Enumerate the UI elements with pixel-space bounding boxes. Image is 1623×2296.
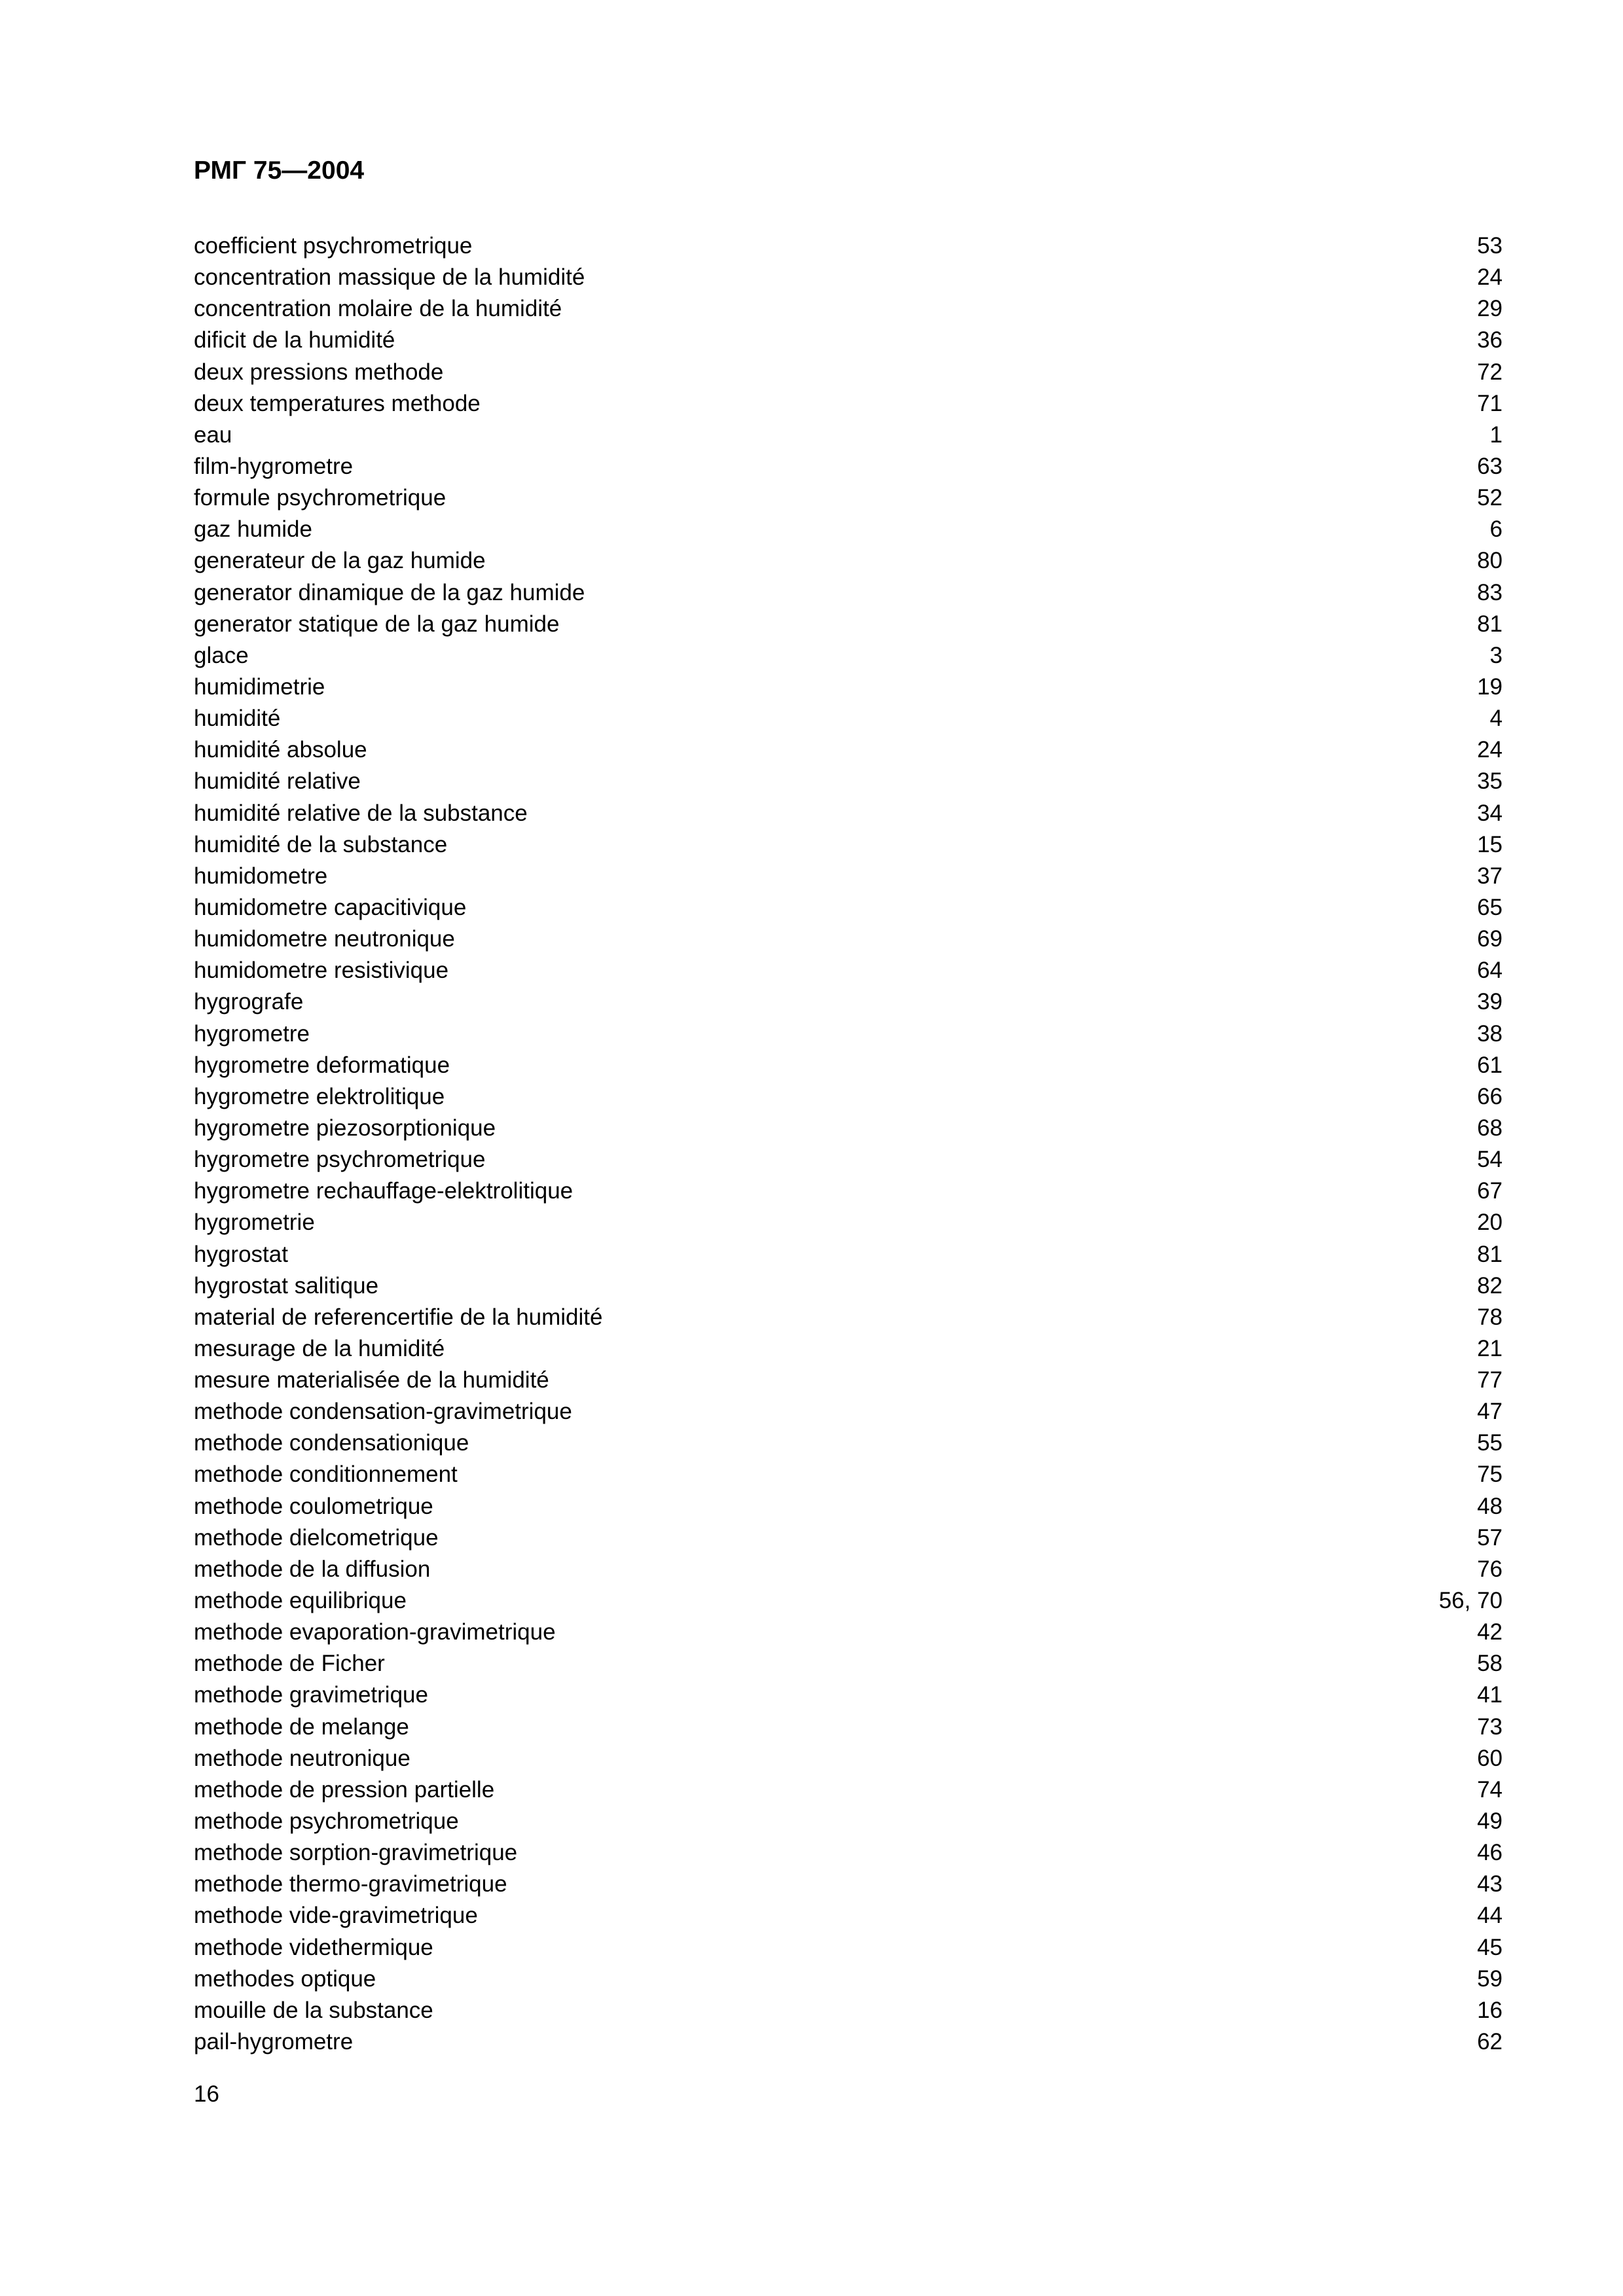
index-entry xyxy=(194,325,1503,356)
index-ref-number: 72 xyxy=(1477,359,1503,385)
index-ref-number: 69 xyxy=(1477,926,1503,952)
index-entry xyxy=(194,2026,1503,2058)
index-ref-number: 73 xyxy=(1477,1713,1503,1740)
index-term: humidité relative de la substance xyxy=(194,800,528,826)
index-entry xyxy=(194,1207,1503,1238)
index-term: hygrometre elektrolitique xyxy=(194,1083,445,1109)
index-entry xyxy=(194,1743,1503,1774)
index-entry xyxy=(194,388,1503,420)
index-term: generator dinamique de la gaz humide xyxy=(194,579,585,605)
index-ref-number: 49 xyxy=(1477,1808,1503,1835)
index-entry xyxy=(194,1648,1503,1679)
index-term: methode equilibrique xyxy=(194,1588,407,1614)
index-ref-number: 65 xyxy=(1477,894,1503,920)
index-entry xyxy=(194,1679,1503,1711)
index-ref-number: 61 xyxy=(1477,1052,1503,1078)
index-ref-number: 78 xyxy=(1477,1304,1503,1330)
index-term: methode vide-gravimetrique xyxy=(194,1903,478,1929)
index-entry xyxy=(194,451,1503,482)
index-entry xyxy=(194,798,1503,829)
index-entry xyxy=(194,1270,1503,1302)
index-entry xyxy=(194,1964,1503,1995)
index-term: dificit de la humidité xyxy=(194,327,395,353)
index-entry xyxy=(194,1995,1503,2026)
index-entry xyxy=(194,230,1503,262)
index-ref-number: 81 xyxy=(1477,1241,1503,1267)
index-term: hygrometre xyxy=(194,1020,310,1047)
page-number: 16 xyxy=(194,2081,219,2107)
index-term: film-hygrometre xyxy=(194,453,354,479)
index-term: methode dielcometrique xyxy=(194,1524,439,1551)
index-ref-number: 76 xyxy=(1477,1556,1503,1582)
index-ref-number: 77 xyxy=(1477,1367,1503,1393)
index-ref-number: 74 xyxy=(1477,1776,1503,1803)
index-term: methode videthermique xyxy=(194,1934,433,1960)
index-term: generateur de la gaz humide xyxy=(194,548,486,574)
index-ref-number: 20 xyxy=(1477,1210,1503,1236)
index-entry xyxy=(194,1396,1503,1427)
index-term: humidimetrie xyxy=(194,673,325,700)
index-entry xyxy=(194,1427,1503,1459)
index-ref-number: 43 xyxy=(1477,1871,1503,1897)
index-ref-number: 52 xyxy=(1477,485,1503,511)
index-entry xyxy=(194,1617,1503,1648)
index-term: mesurage de la humidité xyxy=(194,1335,445,1361)
index-term: generator statique de la gaz humide xyxy=(194,611,560,637)
index-ref-number: 44 xyxy=(1477,1903,1503,1929)
index-term: methode coulometrique xyxy=(194,1493,433,1519)
index-term: humidometre xyxy=(194,863,328,889)
index-term: methode de la diffusion xyxy=(194,1556,431,1582)
index-ref-number: 81 xyxy=(1477,611,1503,637)
index-ref-number: 16 xyxy=(1477,1997,1503,2023)
index-term: hygrometre deformatique xyxy=(194,1052,450,1078)
index-entry xyxy=(194,1050,1503,1081)
index-term: hygrostat xyxy=(194,1241,288,1267)
index-term: methode de Ficher xyxy=(194,1651,385,1677)
index-term: concentration massique de la humidité xyxy=(194,264,585,291)
index-entry xyxy=(194,293,1503,325)
index-ref-number: 83 xyxy=(1477,579,1503,605)
index-entry xyxy=(194,1459,1503,1490)
index-term: glace xyxy=(194,642,249,668)
index-entry xyxy=(194,577,1503,609)
index-term: methode evaporation-gravimetrique xyxy=(194,1619,556,1645)
index-entry xyxy=(194,1113,1503,1144)
index-ref-number: 19 xyxy=(1477,673,1503,700)
index-ref-number: 80 xyxy=(1477,548,1503,574)
index-ref-number: 35 xyxy=(1477,768,1503,795)
index-term: deux pressions methode xyxy=(194,359,444,385)
index-entry xyxy=(194,420,1503,451)
index-ref-number: 64 xyxy=(1477,958,1503,984)
index-term: concentration molaire de la humidité xyxy=(194,296,562,322)
index-term: hygrostat salitique xyxy=(194,1272,379,1299)
index-term: hygrometrie xyxy=(194,1210,315,1236)
index-ref-number: 58 xyxy=(1477,1651,1503,1677)
index-term: methode sorption-gravimetrique xyxy=(194,1840,518,1866)
index-ref-number: 75 xyxy=(1477,1462,1503,1488)
index-entry xyxy=(194,1712,1503,1743)
index-ref-number: 71 xyxy=(1477,390,1503,416)
index-ref-number: 29 xyxy=(1477,296,1503,322)
index-term: mesure materialisée de la humidité xyxy=(194,1367,549,1393)
document-header: РМГ 75—2004 xyxy=(194,156,365,185)
index-ref-number: 62 xyxy=(1477,2029,1503,2055)
index-entry xyxy=(194,1900,1503,1931)
index-entry xyxy=(194,734,1503,766)
index-entry xyxy=(194,1869,1503,1900)
index-term: gaz humide xyxy=(194,516,312,543)
index-ref-number: 15 xyxy=(1477,831,1503,857)
index-ref-number: 66 xyxy=(1477,1083,1503,1109)
index-entry xyxy=(194,1491,1503,1522)
index-ref-number: 54 xyxy=(1477,1147,1503,1173)
index-entry xyxy=(194,892,1503,924)
index-term: humidometre neutronique xyxy=(194,926,455,952)
index-ref-number: 21 xyxy=(1477,1335,1503,1361)
index-entry xyxy=(194,1302,1503,1333)
index-entry xyxy=(194,861,1503,892)
index-ref-number: 42 xyxy=(1477,1619,1503,1645)
index-entry xyxy=(194,1144,1503,1175)
index-term: hygrometre psychrometrique xyxy=(194,1147,486,1173)
index-entry xyxy=(194,766,1503,797)
index-entry xyxy=(194,609,1503,640)
index-ref-number: 47 xyxy=(1477,1399,1503,1425)
index-entry xyxy=(194,924,1503,955)
index-entry xyxy=(194,829,1503,861)
index-ref-number: 37 xyxy=(1477,863,1503,889)
index-ref-number: 68 xyxy=(1477,1115,1503,1141)
index-ref-number: 39 xyxy=(1477,989,1503,1015)
index-term: pail-hygrometre xyxy=(194,2029,354,2055)
index-ref-number: 57 xyxy=(1477,1524,1503,1551)
index-entry xyxy=(194,955,1503,986)
index-entry xyxy=(194,1522,1503,1554)
index-term: eau xyxy=(194,422,232,448)
index-entry xyxy=(194,1806,1503,1837)
index-entry xyxy=(194,1175,1503,1207)
index-entry xyxy=(194,545,1503,577)
index-ref-number: 3 xyxy=(1489,642,1503,668)
index-ref-number: 82 xyxy=(1477,1272,1503,1299)
index-ref-number: 24 xyxy=(1477,737,1503,763)
index-term: humidité absolue xyxy=(194,737,367,763)
index-ref-number: 38 xyxy=(1477,1020,1503,1047)
index-ref-number: 63 xyxy=(1477,453,1503,479)
index-ref-number: 55 xyxy=(1477,1430,1503,1456)
index-ref-number: 41 xyxy=(1477,1682,1503,1708)
index-term: methode neutronique xyxy=(194,1745,410,1771)
index-term: material de referencertifie de la humidité xyxy=(194,1304,603,1330)
index-entry xyxy=(194,1333,1503,1365)
index-ref-number: 36 xyxy=(1477,327,1503,353)
index-entry xyxy=(194,986,1503,1018)
term-index-list xyxy=(194,230,1503,2058)
index-ref-number: 4 xyxy=(1489,706,1503,732)
index-term: hygrometre rechauffage-elektrolitique xyxy=(194,1178,574,1204)
index-term: humidité relative xyxy=(194,768,361,795)
index-entry xyxy=(194,703,1503,734)
index-ref-number: 34 xyxy=(1477,800,1503,826)
index-entry xyxy=(194,672,1503,703)
index-term: hygrografe xyxy=(194,989,304,1015)
index-term: humidometre capacitivique xyxy=(194,894,467,920)
index-term: mouille de la substance xyxy=(194,1997,433,2023)
index-ref-number: 1 xyxy=(1489,422,1503,448)
index-ref-number: 53 xyxy=(1477,233,1503,259)
index-entry xyxy=(194,357,1503,388)
index-ref-number: 60 xyxy=(1477,1745,1503,1771)
index-entry xyxy=(194,1239,1503,1270)
index-entry xyxy=(194,262,1503,293)
index-entry xyxy=(194,1018,1503,1050)
index-entry xyxy=(194,1081,1503,1113)
index-term: methode de pression partielle xyxy=(194,1776,495,1803)
index-entry xyxy=(194,1837,1503,1869)
index-entry xyxy=(194,640,1503,672)
index-term: methode gravimetrique xyxy=(194,1682,428,1708)
index-term: humidometre resistivique xyxy=(194,958,449,984)
index-entry xyxy=(194,514,1503,545)
index-ref-number: 46 xyxy=(1477,1840,1503,1866)
index-term: formule psychrometrique xyxy=(194,485,447,511)
index-term: methode condensation-gravimetrique xyxy=(194,1399,572,1425)
index-ref-number: 24 xyxy=(1477,264,1503,291)
index-ref-number: 48 xyxy=(1477,1493,1503,1519)
index-term: methode conditionnement xyxy=(194,1462,458,1488)
index-entry xyxy=(194,1774,1503,1806)
index-ref-number: 59 xyxy=(1477,1965,1503,1992)
index-term: humidité xyxy=(194,706,281,732)
index-term: hygrometre piezosorptionique xyxy=(194,1115,496,1141)
index-entry xyxy=(194,1932,1503,1964)
index-entry xyxy=(194,482,1503,514)
index-term: humidité de la substance xyxy=(194,831,448,857)
index-term: methode thermo-gravimetrique xyxy=(194,1871,507,1897)
index-ref-number: 45 xyxy=(1477,1934,1503,1960)
index-entry xyxy=(194,1554,1503,1585)
index-entry xyxy=(194,1365,1503,1396)
index-ref-number: 6 xyxy=(1489,516,1503,543)
index-term: coefficient psychrometrique xyxy=(194,233,473,259)
index-term: methode psychrometrique xyxy=(194,1808,459,1835)
index-term: methode de melange xyxy=(194,1713,409,1740)
index-term: methodes optique xyxy=(194,1965,376,1992)
index-term: deux temperatures methode xyxy=(194,390,481,416)
index-term: methode condensationique xyxy=(194,1430,469,1456)
index-ref-number: 56, 70 xyxy=(1438,1588,1503,1614)
index-entry xyxy=(194,1585,1503,1617)
index-ref-number: 67 xyxy=(1477,1178,1503,1204)
